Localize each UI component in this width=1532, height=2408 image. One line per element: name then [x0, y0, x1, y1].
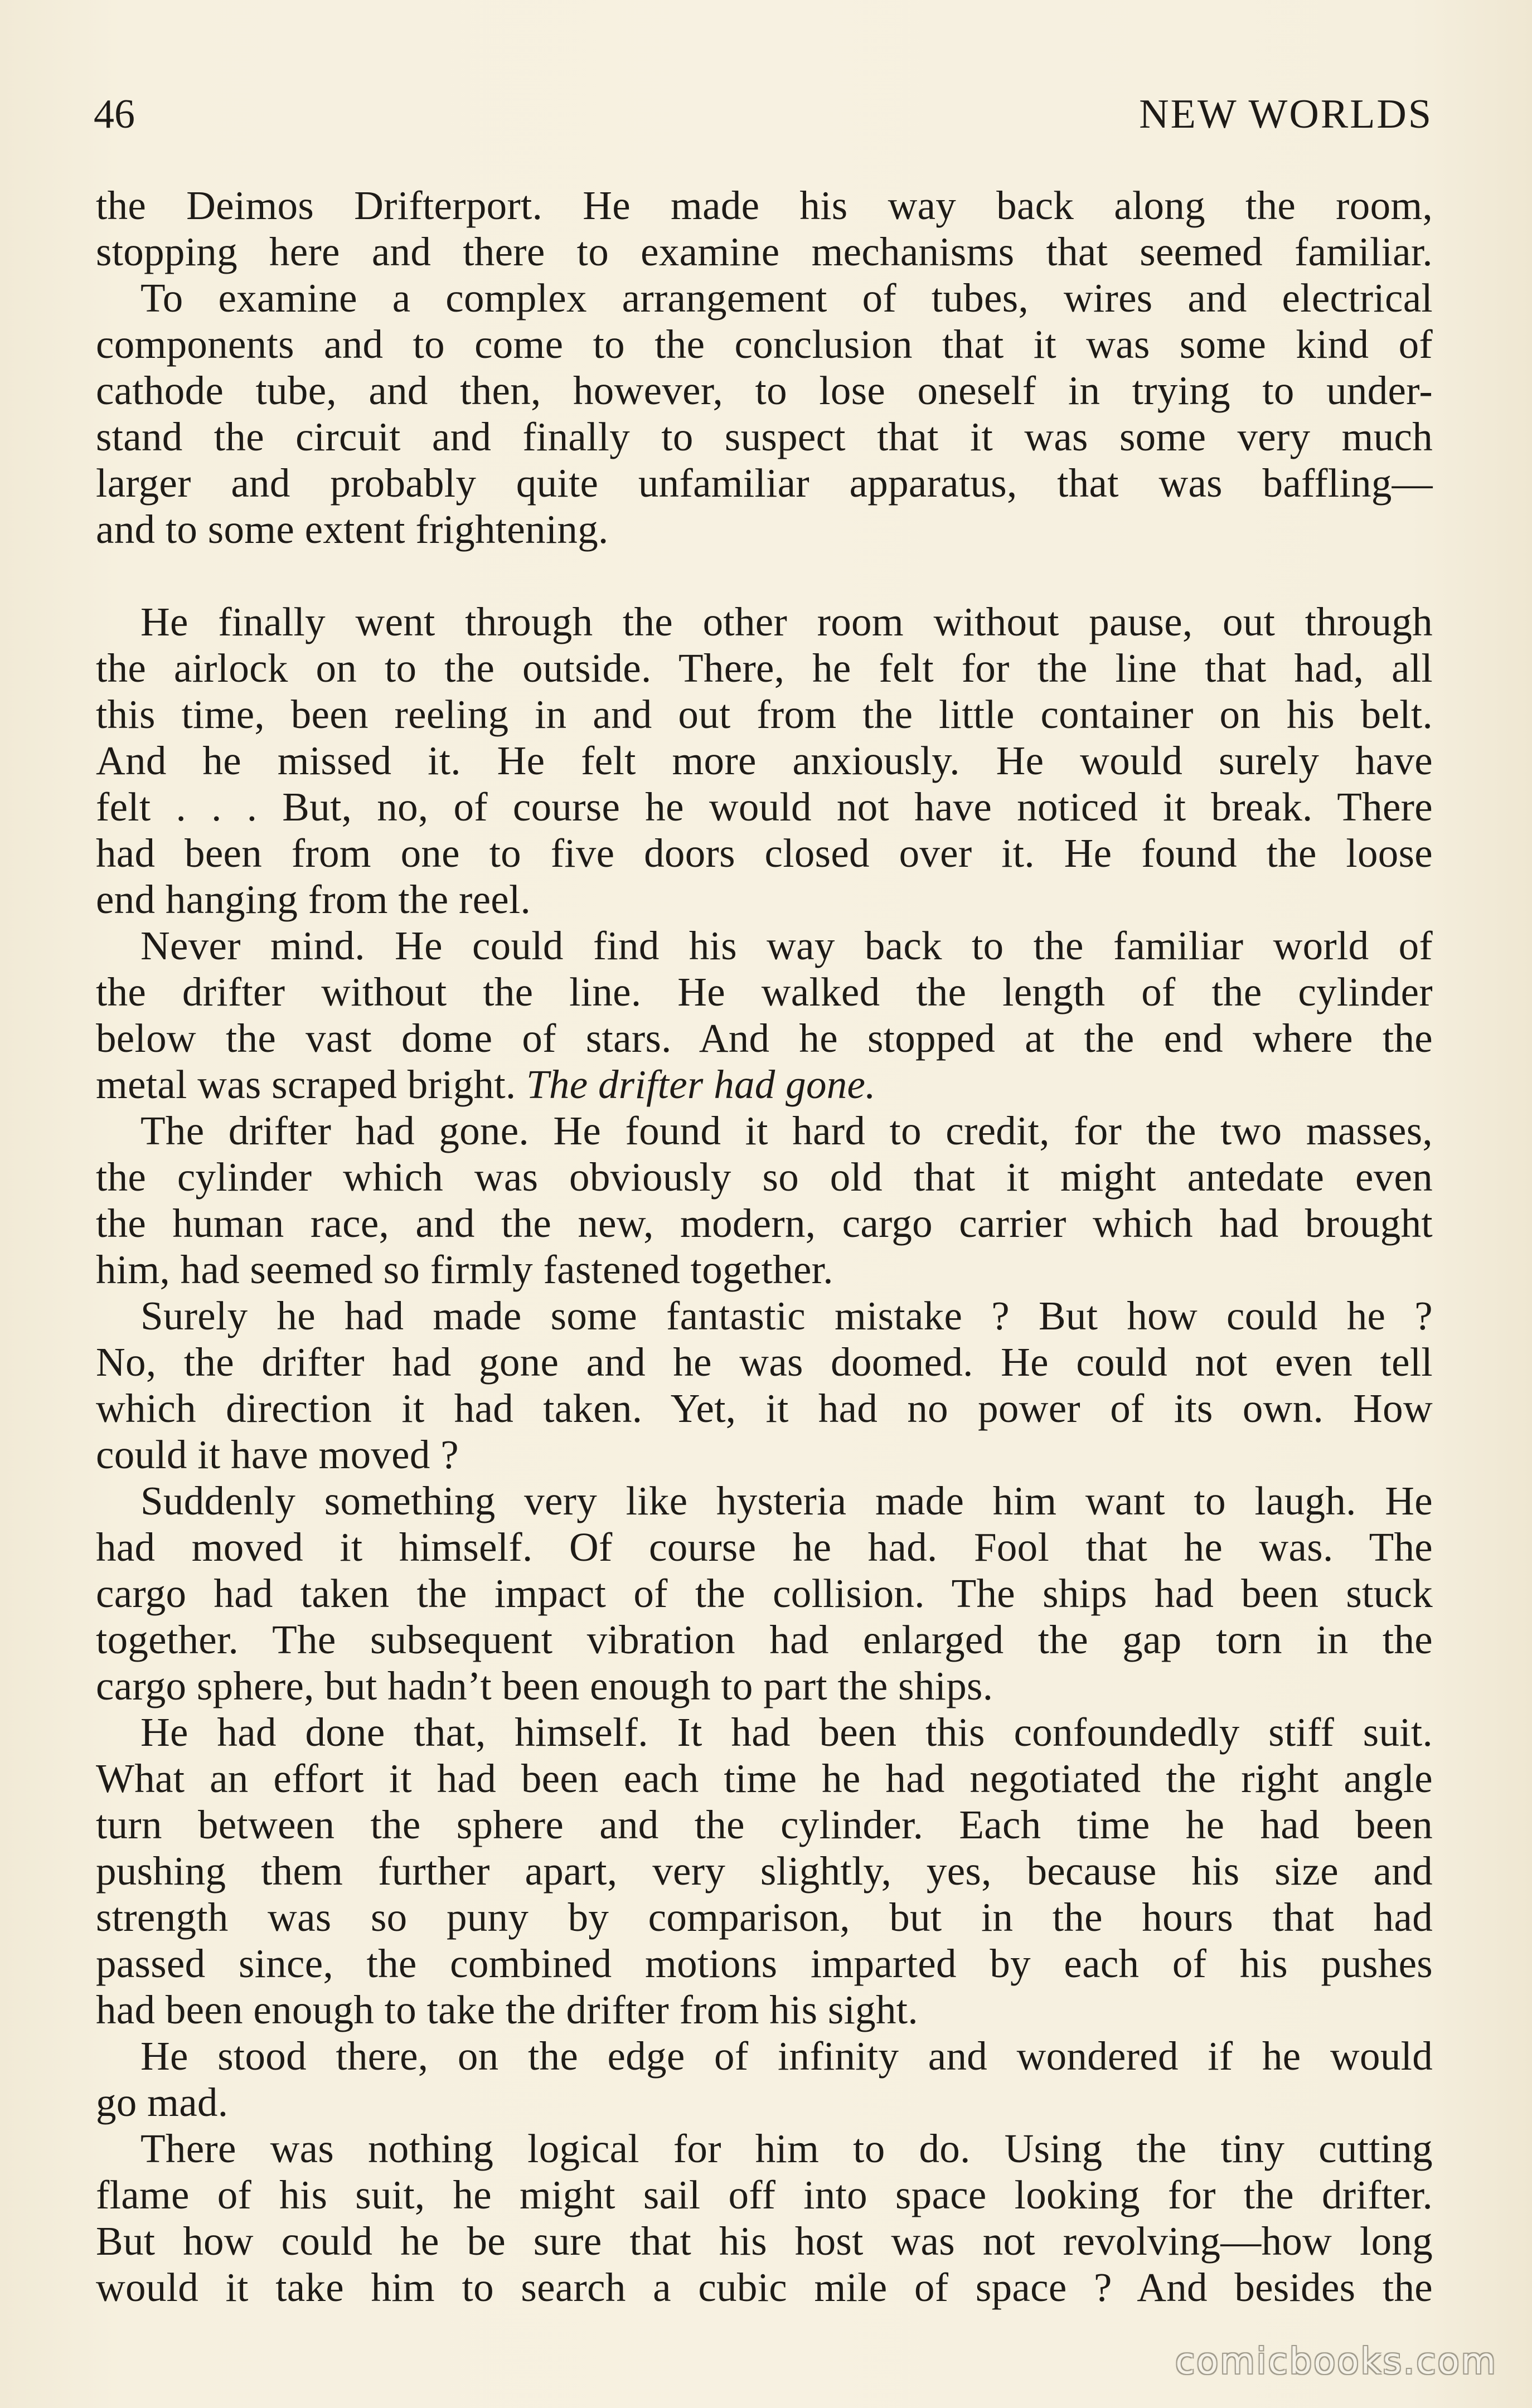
- text-line: And he missed it. He felt more anxiously. He would surely have: [96, 738, 1433, 783]
- text-line: stopping here and there to examine mechanisms that seemed familiar.: [96, 229, 1433, 274]
- text-line: pushing them further apart, very slightly, yes, because his size and: [96, 1848, 1433, 1894]
- text-line: the cylinder which was obviously so old that it might antedate even: [96, 1154, 1433, 1200]
- text-line: end hanging from the reel.: [96, 877, 531, 922]
- text-line: could it have moved ?: [96, 1432, 459, 1477]
- text-line: stand the circuit and finally to suspect that it was some very much: [96, 414, 1433, 459]
- page-number: 46: [94, 91, 135, 137]
- text-line: cargo sphere, but hadn’t been enough to part the ships.: [96, 1663, 993, 1708]
- text-line: He finally went through the other room without pause, out through: [140, 599, 1433, 644]
- text-line: the human race, and the new, modern, cargo carrier which had brought: [96, 1201, 1433, 1246]
- text-line: Surely he had made some fantastic mistake ? But how could he ?: [140, 1293, 1433, 1338]
- text-line: together. The subsequent vibration had enlarged the gap torn in the: [96, 1617, 1433, 1662]
- text-line: Suddenly something very like hysteria made him want to laugh. He: [140, 1478, 1433, 1523]
- text-line: No, the drifter had gone and he was doomed. He could not even tell: [96, 1339, 1433, 1385]
- text-line: To examine a complex arrangement of tubes, wires and electrical: [140, 275, 1433, 321]
- text-line: and to some extent frightening.: [96, 507, 609, 552]
- italic-emphasis: The drifter had gone.: [526, 1062, 876, 1107]
- text-line: components and to come to the conclusion that it was some kind of: [96, 322, 1433, 367]
- text-line: had been from one to five doors closed over it. He found the loose: [96, 831, 1433, 876]
- text-line: cathode tube, and then, however, to lose oneself in trying to under-: [96, 368, 1433, 413]
- text-line: cargo had taken the impact of the collision. The ships had been stuck: [96, 1571, 1433, 1616]
- text-line: But how could he be sure that his host was not revolving—how long: [96, 2218, 1433, 2264]
- running-head: [94, 84, 1433, 145]
- text-line: What an effort it had been each time he had negotiated the right angle: [96, 1756, 1433, 1801]
- text-line-plain: metal was scraped bright.: [96, 1062, 527, 1107]
- text-line: felt . . . But, no, of course he would not have noticed it break. There: [96, 784, 1433, 829]
- text-line: passed since, the combined motions imparted by each of his pushes: [96, 1941, 1433, 1986]
- text-line: go mad.: [96, 2080, 229, 2125]
- text-line: turn between the sphere and the cylinder. Each time he had been: [96, 1802, 1433, 1847]
- running-head-title: NEW WORLDS: [1139, 91, 1433, 137]
- text-line: Never mind. He could find his way back to the familiar world of: [140, 923, 1433, 968]
- text-line: the airlock on to the outside. There, he felt for the line that had, all: [96, 645, 1433, 691]
- text-line: strength was so puny by comparison, but in the hours that had: [96, 1895, 1433, 1940]
- text-line: There was nothing logical for him to do. Using the tiny cutting: [140, 2126, 1433, 2171]
- watermark: comicbooks.com: [1175, 2341, 1497, 2382]
- text-line: this time, been reeling in and out from the little container on his belt.: [96, 692, 1433, 737]
- text-line: had moved it himself. Of course he had. Fool that he was. The: [96, 1525, 1433, 1570]
- text-line: He had done that, himself. It had been this confoundedly stiff suit.: [140, 1710, 1433, 1755]
- text-line: He stood there, on the edge of infinity and wondered if he would: [140, 2033, 1433, 2079]
- text-line: the drifter without the line. He walked the length of the cylinder: [96, 969, 1433, 1014]
- text-line: which direction it had taken. Yet, it had no power of its own. How: [96, 1386, 1433, 1431]
- section-break: [96, 552, 1433, 599]
- text-line: the Deimos Drifterport. He made his way back along the room,: [96, 183, 1433, 228]
- text-line: had been enough to take the drifter from his sight.: [96, 1987, 918, 2032]
- text-line: [96, 1061, 1433, 1108]
- text-line: larger and probably quite unfamiliar apparatus, that was baffling—: [96, 460, 1433, 506]
- text-line: The drifter had gone. He found it hard to credit, for the two masses,: [140, 1108, 1433, 1153]
- text-line: flame of his suit, he might sail off into space looking for the drifter.: [96, 2172, 1433, 2217]
- body-text: [96, 182, 1433, 2310]
- text-line: him, had seemed so firmly fastened together.: [96, 1247, 833, 1292]
- text-line: would it take him to search a cubic mile of space ? And besides the: [96, 2265, 1433, 2310]
- text-line: below the vast dome of stars. And he stopped at the end where the: [96, 1016, 1433, 1061]
